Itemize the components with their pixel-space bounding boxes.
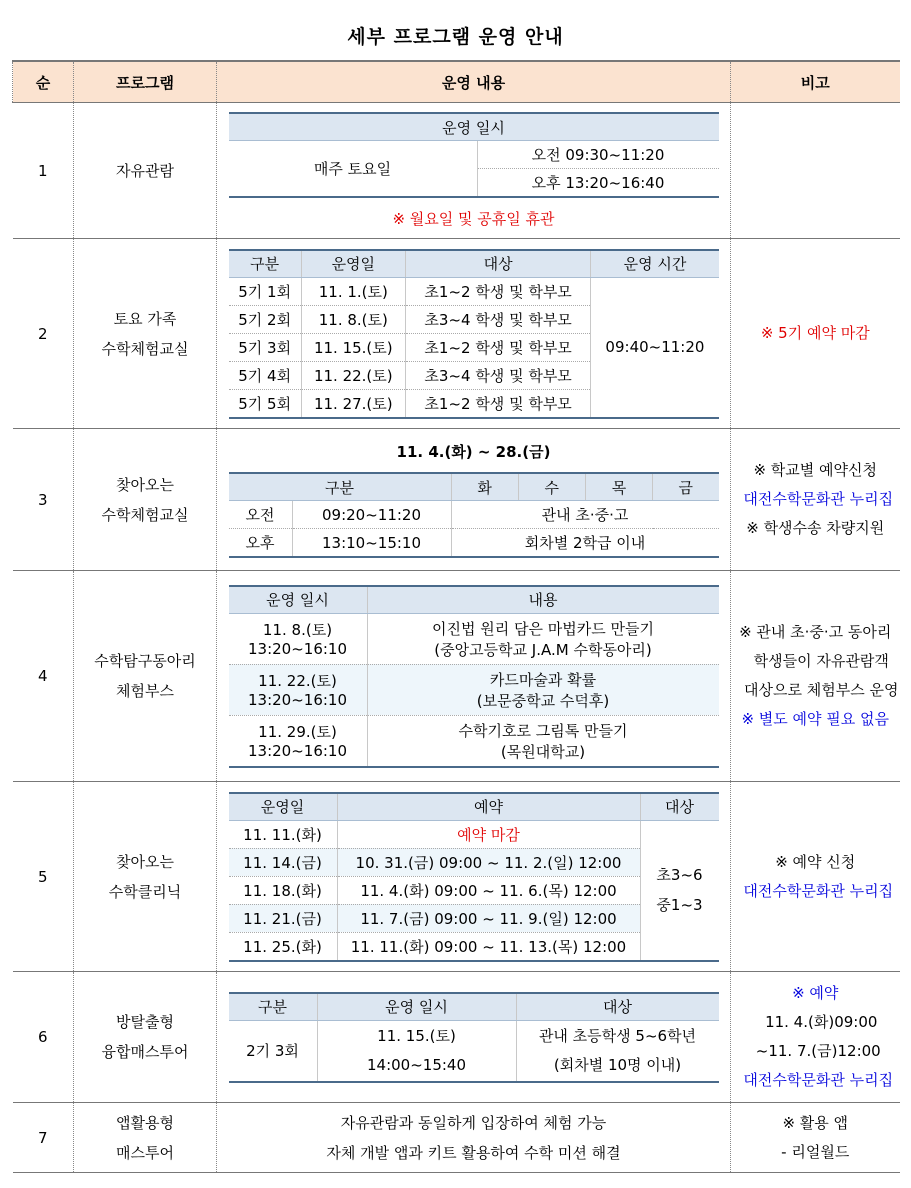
col-reservation: 예약 bbox=[337, 793, 640, 821]
booth-date-day: 11. 22.(토) bbox=[258, 672, 337, 690]
note-line: ※ 예약 bbox=[792, 984, 839, 1002]
clinic-date: 11. 11.(화) bbox=[229, 820, 338, 848]
col-content: 내용 bbox=[367, 586, 719, 614]
header-row bbox=[13, 61, 900, 103]
session: 5기 4회 bbox=[229, 361, 302, 389]
booth-host: (중앙고등학교 J.A.M 수학동아리) bbox=[434, 640, 652, 659]
schedule-table bbox=[229, 112, 719, 198]
note-cell bbox=[731, 782, 900, 972]
reservation-period: 예약 마감 bbox=[337, 820, 640, 848]
col-div: 구분 bbox=[229, 473, 452, 501]
note-line: 대상으로 체험부스 운영 bbox=[744, 681, 899, 699]
note-line: 학생들이 자유관람객 bbox=[753, 652, 889, 670]
col-target: 대상 bbox=[640, 793, 719, 821]
clinic-target bbox=[640, 820, 719, 961]
booth-date-time: 13:20~16:10 bbox=[247, 691, 348, 709]
booth-date bbox=[229, 664, 368, 715]
header-content: 운영 내용 bbox=[217, 61, 731, 103]
session: 2기 3회 bbox=[229, 1020, 318, 1082]
program-content bbox=[217, 239, 731, 429]
session: 5기 1회 bbox=[229, 277, 302, 305]
note-cell bbox=[731, 429, 900, 571]
program-content bbox=[217, 1103, 731, 1173]
row-no: 3 bbox=[13, 429, 74, 571]
session-target-line1: 관내 초등학생 5~6학년 bbox=[538, 1026, 697, 1045]
schedule-table bbox=[229, 472, 719, 558]
am-label: 오전 bbox=[229, 501, 293, 529]
program-row-5 bbox=[13, 782, 900, 972]
session-date-day: 11. 15.(토) bbox=[377, 1026, 456, 1045]
program-row-3 bbox=[13, 429, 900, 571]
program-row-7 bbox=[13, 1103, 900, 1173]
schedule-table bbox=[229, 585, 719, 768]
program-name bbox=[74, 571, 217, 782]
reservation-period: 11. 11.(화) 09:00 ~ 11. 13.(목) 12:00 bbox=[337, 932, 640, 961]
booth-date bbox=[229, 715, 368, 767]
page-title: 세부 프로그램 운영 안내 bbox=[347, 26, 564, 48]
note-cell bbox=[731, 972, 900, 1103]
col-target: 대상 bbox=[516, 993, 719, 1021]
col-div: 구분 bbox=[229, 250, 302, 278]
program-name-line2: 수학체험교실 bbox=[101, 505, 189, 524]
note-line: 대전수학문화관 누리집 bbox=[743, 490, 894, 508]
am-time: 오전 09:30~11:20 bbox=[477, 141, 719, 169]
clinic-target-line2: 중1~3 bbox=[656, 896, 703, 914]
program-name-line2: 체험부스 bbox=[116, 682, 174, 700]
session-target: 초1~2 학생 및 학부모 bbox=[405, 277, 591, 305]
program-name-line2: 수학체험교실 bbox=[101, 339, 189, 358]
session-date: 11. 27.(토) bbox=[301, 389, 405, 418]
schedule-table bbox=[229, 992, 719, 1083]
program-name bbox=[74, 782, 217, 972]
program-name bbox=[74, 239, 217, 429]
col-tue: 화 bbox=[451, 473, 518, 501]
target-line1: 관내 초·중·고 bbox=[451, 501, 719, 529]
booth-host: (목원대학교) bbox=[500, 742, 586, 761]
program-name bbox=[74, 429, 217, 571]
booth-content bbox=[367, 715, 719, 767]
col-time: 운영 시간 bbox=[591, 250, 719, 278]
clinic-date: 11. 25.(화) bbox=[229, 932, 338, 961]
session-date: 11. 1.(토) bbox=[301, 277, 405, 305]
col-wed: 수 bbox=[518, 473, 585, 501]
reservation-period: 11. 7.(금) 09:00 ~ 11. 9.(일) 12:00 bbox=[337, 904, 640, 932]
pm-time: 13:10~15:10 bbox=[292, 529, 451, 558]
row-no: 6 bbox=[13, 972, 74, 1103]
booth-date-day: 11. 29.(토) bbox=[258, 723, 337, 741]
note-line: ※ 관내 초·중·고 동아리 bbox=[739, 623, 892, 641]
note-line: 대전수학문화관 누리집 bbox=[743, 881, 894, 900]
col-date: 운영일 bbox=[301, 250, 405, 278]
program-name-line1: 찾아오는 bbox=[116, 475, 174, 494]
session-target: 초3~4 학생 및 학부모 bbox=[405, 305, 591, 333]
note-cell bbox=[731, 103, 900, 239]
closed-notice: ※ 월요일 및 공휴일 휴관 bbox=[392, 210, 555, 228]
schedule-table bbox=[229, 792, 719, 962]
pm-time: 오후 13:20~16:40 bbox=[477, 169, 719, 198]
session-target-line2: (회차별 10명 이내) bbox=[553, 1055, 682, 1074]
operating-day: 매주 토요일 bbox=[229, 141, 478, 198]
row-no: 4 bbox=[13, 571, 74, 782]
booth-content bbox=[367, 613, 719, 664]
note-cell bbox=[731, 571, 900, 782]
clinic-date: 11. 18.(화) bbox=[229, 876, 338, 904]
header-note: 비고 bbox=[731, 61, 900, 103]
program-name-line2: 매스투어 bbox=[116, 1143, 174, 1162]
note-line: ※ 별도 예약 필요 없음 bbox=[741, 710, 890, 728]
program-name-line2: 융합매스투어 bbox=[101, 1043, 189, 1061]
session: 5기 3회 bbox=[229, 333, 302, 361]
note-cell bbox=[731, 1103, 900, 1173]
session-date: 11. 22.(토) bbox=[301, 361, 405, 389]
session-date-time: 14:00~15:40 bbox=[366, 1055, 467, 1074]
session-target bbox=[516, 1020, 719, 1082]
session-target: 초3~4 학생 및 학부모 bbox=[405, 361, 591, 389]
program-table bbox=[12, 60, 900, 1173]
program-name-line1: 토요 가족 bbox=[113, 309, 177, 328]
note-line: ※ 학교별 예약신청 bbox=[753, 461, 878, 479]
note-line: ※ 활용 앱 bbox=[782, 1113, 849, 1132]
program-name bbox=[74, 1103, 217, 1173]
booth-date bbox=[229, 613, 368, 664]
program-name-line1: 방탈출형 bbox=[116, 1013, 174, 1031]
schedule-table bbox=[229, 249, 719, 419]
am-time: 09:20~11:20 bbox=[292, 501, 451, 529]
program-name: 자유관람 bbox=[74, 103, 217, 239]
session-target: 초1~2 학생 및 학부모 bbox=[405, 389, 591, 418]
session-target: 초1~2 학생 및 학부모 bbox=[405, 333, 591, 361]
program-row-1 bbox=[13, 103, 900, 239]
clinic-date: 11. 14.(금) bbox=[229, 848, 338, 876]
header-program: 프로그램 bbox=[74, 61, 217, 103]
booth-date-time: 13:20~16:10 bbox=[247, 742, 348, 760]
session: 5기 2회 bbox=[229, 305, 302, 333]
row-no: 1 bbox=[13, 103, 74, 239]
row-no: 2 bbox=[13, 239, 74, 429]
program-name bbox=[74, 972, 217, 1103]
session: 5기 5회 bbox=[229, 389, 302, 418]
content-line2: 자체 개발 앱과 키트 활용하여 수학 미션 해결 bbox=[326, 1143, 621, 1162]
note-line: 11. 4.(화)09:00 bbox=[765, 1013, 878, 1031]
note-cell bbox=[731, 239, 900, 429]
period: 11. 4.(화) ~ 28.(금) bbox=[396, 443, 551, 461]
program-name-line1: 수학탐구동아리 bbox=[94, 652, 196, 670]
note-line: ~11. 7.(금)12:00 bbox=[755, 1042, 881, 1060]
session-date: 11. 15.(토) bbox=[301, 333, 405, 361]
note-line: ※ 5기 예약 마감 bbox=[760, 324, 870, 342]
note-line: ※ 학생수송 차량지원 bbox=[746, 519, 885, 537]
row-no: 7 bbox=[13, 1103, 74, 1173]
header-no: 순 bbox=[13, 61, 74, 103]
session-date bbox=[317, 1020, 516, 1082]
col-fri: 금 bbox=[653, 473, 719, 501]
program-content bbox=[217, 103, 731, 239]
program-row-6 bbox=[13, 972, 900, 1103]
booth-title: 수학기호로 그림톡 만들기 bbox=[458, 721, 628, 740]
session-date: 11. 8.(토) bbox=[301, 305, 405, 333]
booth-host: (보문중학교 수덕후) bbox=[476, 691, 610, 710]
program-name-line1: 앱활용형 bbox=[116, 1113, 174, 1132]
program-name-line1: 찾아오는 bbox=[116, 852, 174, 871]
col-date: 운영 일시 bbox=[229, 586, 368, 614]
row-no: 5 bbox=[13, 782, 74, 972]
session-time: 09:40~11:20 bbox=[591, 277, 719, 418]
col-thu: 목 bbox=[585, 473, 652, 501]
col-target: 대상 bbox=[405, 250, 591, 278]
note-line: - 리얼월드 bbox=[781, 1142, 850, 1161]
program-content bbox=[217, 782, 731, 972]
clinic-date: 11. 21.(금) bbox=[229, 904, 338, 932]
note-line: ※ 예약 신청 bbox=[775, 852, 856, 871]
program-name-line2: 수학클리닉 bbox=[108, 882, 182, 901]
booth-content bbox=[367, 664, 719, 715]
content-line1: 자유관람과 동일하게 입장하여 체험 가능 bbox=[340, 1113, 607, 1132]
booth-title: 카드마술과 확률 bbox=[489, 670, 597, 689]
booth-date-day: 11. 8.(토) bbox=[262, 621, 333, 639]
program-content bbox=[217, 429, 731, 571]
pm-label: 오후 bbox=[229, 529, 293, 558]
program-row-2 bbox=[13, 239, 900, 429]
target-line2: 회차별 2학급 이내 bbox=[451, 529, 719, 558]
col-div: 구분 bbox=[229, 993, 318, 1021]
col-date: 운영일 bbox=[229, 793, 338, 821]
sub-header: 운영 일시 bbox=[229, 113, 719, 141]
clinic-target-line1: 초3~6 bbox=[656, 866, 703, 884]
booth-title: 이진법 원리 담은 마법카드 만들기 bbox=[432, 619, 654, 638]
reservation-period: 11. 4.(화) 09:00 ~ 11. 6.(목) 12:00 bbox=[337, 876, 640, 904]
program-row-4 bbox=[13, 571, 900, 782]
col-date: 운영 일시 bbox=[317, 993, 516, 1021]
program-content bbox=[217, 571, 731, 782]
note-line: 대전수학문화관 누리집 bbox=[743, 1071, 894, 1089]
reservation-period: 10. 31.(금) 09:00 ~ 11. 2.(일) 12:00 bbox=[337, 848, 640, 876]
program-content bbox=[217, 972, 731, 1103]
booth-date-time: 13:20~16:10 bbox=[247, 640, 348, 658]
